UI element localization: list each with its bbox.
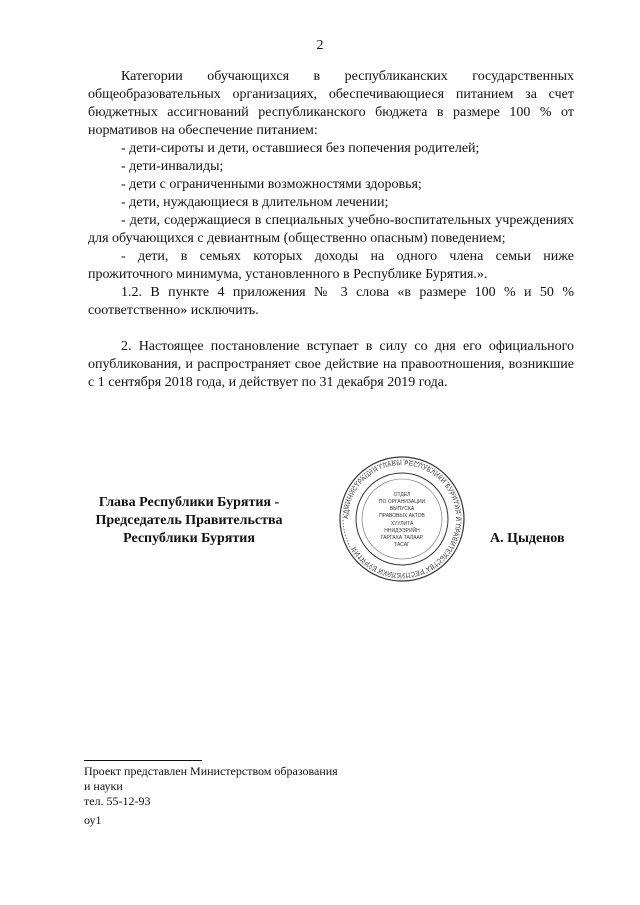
category-item: - дети с ограниченными возможностями здоровья; (121, 177, 422, 192)
footnote-line: и науки (84, 779, 123, 793)
seal-center-line: ОТДЕЛ (393, 492, 411, 498)
seal-center-line: ХУУЛИТА (390, 521, 414, 527)
clause-2: 2. Настоящее постановление вступает в силу со дня его официального опубликования, и распространяет свое действие на правоотношения, возникшие с 1 сентября 2018 года, и действует по 31 декабря 2019 года. (88, 339, 574, 390)
clause-1-2: 1.2. В пункте 4 приложения № 3 слова «в размере 100 % и 50 % соответственно» исключить. (88, 285, 574, 318)
footnote-divider (84, 760, 202, 761)
document-body (88, 68, 574, 392)
seal-center-line: ВЫПУСКА (389, 506, 415, 512)
seal-outer-ring (340, 457, 464, 581)
seal-center-line: ННИДЭЭРИЙН (384, 528, 420, 534)
seal-inner-ring (356, 473, 448, 565)
footnote-line: тел. 55-12-93 (84, 794, 151, 808)
seal-outer-text: АДМИНИСТРАЦИЯ ГЛАВЫ РЕСПУБЛИКИ БУРЯТИЯ И ПРАВИТЕЛЬСТВА РЕСПУБЛИКИ БУРЯТИЯ (342, 459, 462, 579)
category-item: - дети, содержащиеся в специальных учебно-воспитательных учреждениях для обучающихся с девиантным (общественно опасным) поведением; (88, 213, 574, 246)
signer-title-line: Глава Республики Бурятия - (98, 495, 280, 510)
seal-center-line: ТАСАГ (394, 542, 410, 548)
document-code: оу1 (84, 813, 102, 827)
signer-title-line: Республики Бурятия (123, 531, 255, 546)
seal-center-line: ГАРГАХА ТАЛААР (380, 535, 424, 541)
category-item: - дети-сироты и дети, оставшиеся без попечения родителей; (121, 141, 480, 156)
footnote (84, 764, 338, 809)
category-item: - дети-инвалиды; (121, 159, 224, 174)
signer-title-line: Председатель Правительства (95, 513, 283, 528)
category-item: - дети, в семьях которых доходы на одного члена семьи ниже прожиточного минимума, установленного в Республике Бурятия.». (88, 249, 574, 282)
seal-center-line: ПРАВОВЫХ АКТОВ (379, 513, 425, 519)
category-item: - дети, нуждающиеся в длительном лечении; (121, 195, 389, 210)
page-number: 2 (316, 38, 324, 53)
intro-paragraph: Категории обучающихся в республиканских государственных общеобразовательных организациях, обеспечивающиеся питанием за счет бюджетных ассигнований республиканского бюджета в размере 100 % от нормативов на обеспечение питанием: (88, 69, 574, 138)
paragraph-gap (88, 320, 574, 338)
footnote-line: Проект представлен Министерством образования (84, 764, 338, 778)
signer-name: А. Цыденов (490, 531, 565, 546)
official-seal (338, 455, 466, 583)
seal-center-line: ПО ОРГАНИЗАЦИИ (378, 499, 426, 505)
signer-title (84, 494, 294, 548)
